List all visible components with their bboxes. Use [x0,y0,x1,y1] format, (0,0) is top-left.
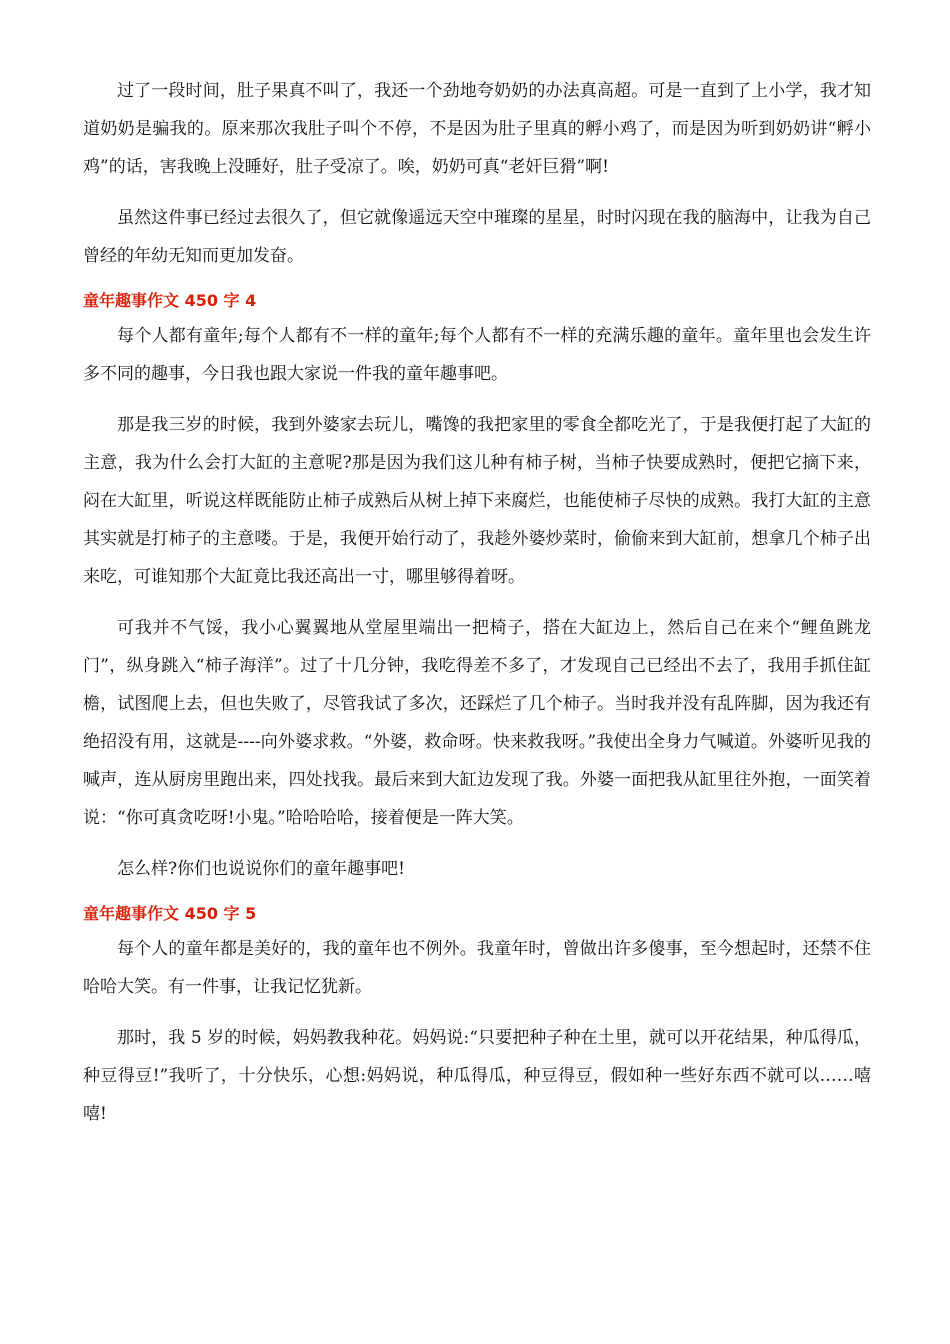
section-heading: 童年趣事作文 450 字 4 [83,291,257,310]
document-page [83,72,871,1146]
paragraph: 可我并不气馁，我小心翼翼地从堂屋里端出一把椅子，搭在大缸边上，然后自己在来个“鲤鱼跳龙门”，纵身跳入“柿子海洋”。过了十几分钟，我吃得差不多了，才发现自己已经出不去了，我用手抓住缸檐，试图爬上去，但也失败了，尽管我试了多次，还踩烂了几个柿子。当时我并没有乱阵脚，因为我还有绝招没有用，这就是----向外婆求救。“外婆，救命呀。快来救我呀。”我使出全身力气喊道。外婆听见我的喊声，连从厨房里跑出来，四处找我。最后来到大缸边发现了我。外婆一面把我从缸里往外抱，一面笑着说：“你可真贪吃呀!小鬼。”哈哈哈哈，接着便是一阵大笑。 [83,618,871,828]
paragraph: 怎么样?你们也说说你们的童年趣事吧! [117,859,405,879]
paragraph: 那是我三岁的时候，我到外婆家去玩儿，嘴馋的我把家里的零食全都吃光了，于是我便打起了大缸的主意，我为什么会打大缸的主意呢?那是因为我们这儿种有柿子树，当柿子快要成熟时，便把它摘下来，闷在大缸里，听说这样既能防止柿子成熟后从树上掉下来腐烂，也能使柿子尽快的成熟。我打大缸的主意其实就是打柿子的主意喽。于是，我便开始行动了，我趁外婆炒菜时，偷偷来到大缸前，想拿几个柿子出来吃，可谁知那个大缸竟比我还高出一寸，哪里够得着呀。 [83,415,871,587]
paragraph: 虽然这件事已经过去很久了，但它就像遥远天空中璀璨的星星，时时闪现在我的脑海中，让我为自己曾经的年幼无知而更加发奋。 [83,208,871,266]
paragraph: 那时，我 5 岁的时候，妈妈教我种花。妈妈说:“只要把种子种在土里，就可以开花结果，种瓜得瓜，种豆得豆!”我听了，十分快乐，心想:妈妈说，种瓜得瓜，种豆得豆，假如种一些好东西不就可以……嘻嘻! [83,1028,871,1124]
paragraph: 每个人的童年都是美好的，我的童年也不例外。我童年时，曾做出许多傻事，至今想起时，还禁不住哈哈大笑。有一件事，让我记忆犹新。 [83,939,871,997]
section-heading: 童年趣事作文 450 字 5 [83,904,257,923]
paragraph: 过了一段时间，肚子果真不叫了，我还一个劲地夸奶奶的办法真高超。可是一直到了上小学，我才知道奶奶是骗我的。原来那次我肚子叫个不停，不是因为肚子里真的孵小鸡了，而是因为听到奶奶讲“孵小鸡”的话，害我晚上没睡好，肚子受凉了。唉，奶奶可真“老奸巨猾”啊! [83,81,871,177]
paragraph: 每个人都有童年;每个人都有不一样的童年;每个人都有不一样的充满乐趣的童年。童年里也会发生许多不同的趣事，今日我也跟大家说一件我的童年趣事吧。 [83,326,871,384]
